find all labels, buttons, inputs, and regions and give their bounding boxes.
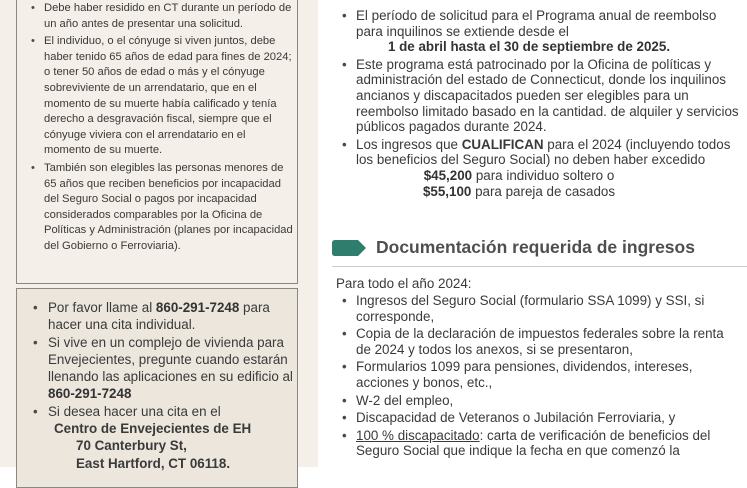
left-column (0, 0, 318, 471)
contact-box (16, 288, 298, 488)
list-item: • Este programa está patrocinado por la Oficina de políticas y administración del estado de Connecticut, donde los inquilinos ancianos y discapacitados pueden ser elegibles para un reembolso limitado basado en la cantidad. de alquiler y servicios públicos pagados durante 2024. (342, 57, 742, 135)
center-name: Centro de Envejecientes de EH (54, 421, 252, 437)
list-item: • Ingresos del Seguro Social (formulario SSA 1099) y SSI, si corresponde, (342, 293, 742, 324)
list-item: • El individuo, o el cónyuge si viven juntos, debe haber tenido 65 años de edad para fines de 2024; o tener 50 años de edad o más y el cónyuge sobreviviente de un arrendatario, que en el momento de su muerte había calificado y tenía derecho a desgravación fiscal, siempre que el cónyuge viviera con el arrendatario en el momento de su muerte. (31, 34, 293, 159)
list-item: • Si vive en un complejo de vivienda para Envejecientes, pregunte cuando estarán llenando las aplicaciones en su edificio al 860-291-7248 (33, 334, 295, 403)
right-column (318, 0, 747, 467)
section-heading: Documentación requerida de ingresos (376, 237, 695, 257)
eligibility-list (31, 1, 293, 257)
application-period: 1 de abril hasta el 30 de septiembre de 2025. (387, 39, 671, 55)
contact-list (33, 299, 295, 472)
divider (332, 266, 747, 267)
phone-number[interactable]: 860-291-7248 (155, 300, 240, 315)
list-item: • Copia de la declaración de impuestos federales sobre la renta de 2024 y todos los anexos, si se presentaron, (342, 326, 742, 357)
income-limit-single: $45,200 para individuo soltero o (423, 167, 615, 183)
section-intro: Para todo el año 2024: (336, 276, 472, 291)
section-tag-icon (332, 240, 366, 256)
phone-number[interactable]: 860-291-7248 (48, 386, 132, 402)
program-info-list (342, 8, 742, 201)
list-item: • Formularios 1099 para pensiones, dividendos, intereses, acciones y bonos, etc., (342, 359, 742, 390)
center-street: 70 Canterbury St, (76, 438, 187, 454)
list-item: • Por favor llame al 860-291-7248 para hacer una cita individual. (33, 299, 295, 334)
list-item: • W-2 del empleo, (342, 393, 742, 409)
eligibility-box (16, 0, 298, 284)
list-item: • Si desea hacer una cita en el Centro de Envejecientes de EH 70 Canterbury St, East Hartford, CT 06118. (33, 403, 295, 472)
list-item: • Debe haber residido en CT durante un período de un año antes de presentar una solicitud. (31, 1, 293, 32)
list-item: • El período de solicitud para el Programa anual de reembolso para inquilinos se extiende desde el 1 de abril hasta el 30 de septiembre de 2025. (342, 8, 742, 55)
center-city: East Hartford, CT 06118. (76, 455, 231, 471)
list-item: • 100 % discapacitado: carta de verificación de beneficios del Seguro Social que indique la fecha en que comenzó la (342, 428, 742, 459)
list-item: • Los ingresos que CUALIFICAN para el 2024 (incluyendo todos los beneficios del Seguro Social) no deben haber excedido $45,200 para individuo soltero o $55,100 para pareja de casados (342, 137, 742, 199)
list-item: • También son elegibles las personas menores de 65 años que reciben beneficios por incapacidad del Seguro Social o pagos por incapacidad considerados comparables por la Oficina de Políticas y Administración (planes por incapacidad del Gobierno o Ferroviaria). (31, 161, 293, 255)
list-item: • Discapacidad de Veteranos o Jubilación Ferroviaria, y (342, 410, 742, 426)
documents-list (342, 293, 742, 461)
income-limit-married: $55,100 para pareja de casados (422, 183, 616, 199)
